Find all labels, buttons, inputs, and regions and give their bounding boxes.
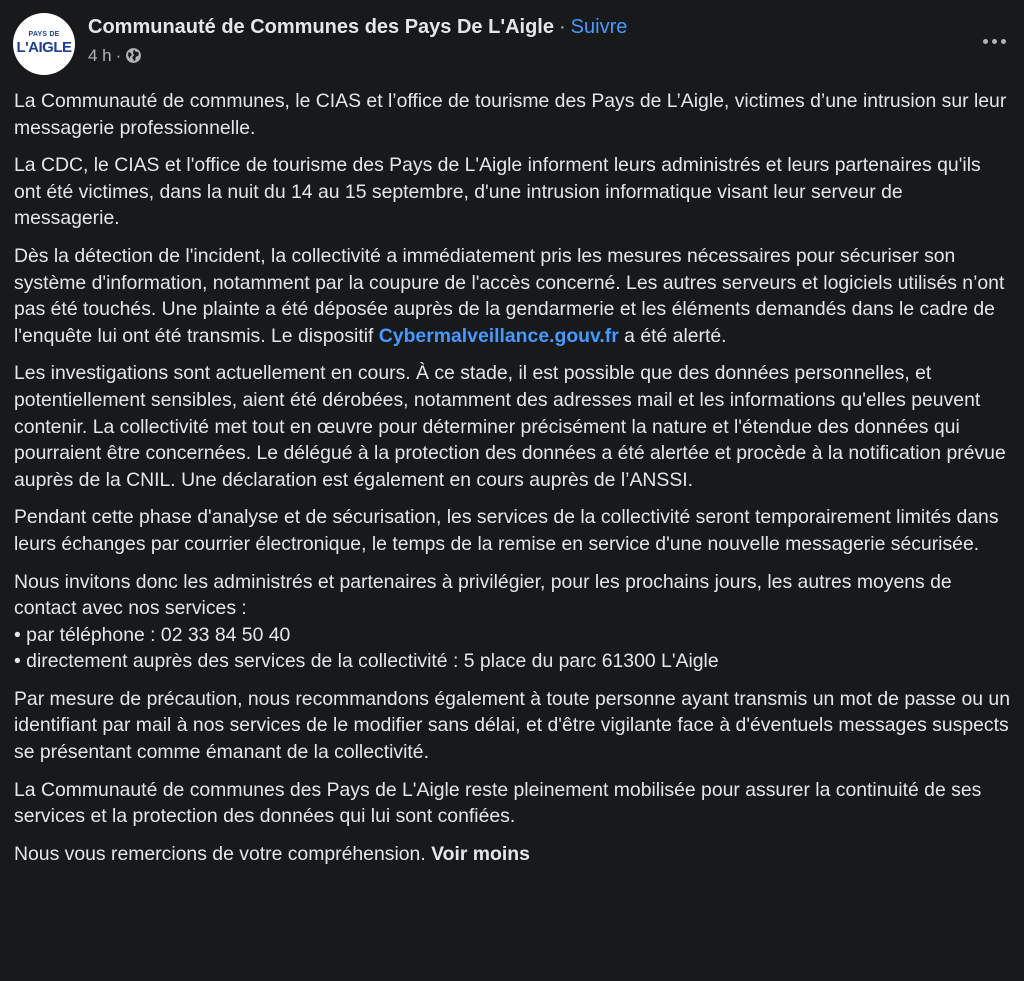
post-paragraph	[14, 569, 1010, 675]
post-paragraph	[14, 243, 1010, 349]
post-paragraph: Par mesure de précaution, nous recommandons également à toute personne ayant transmis un mot de passe ou un identifiant par mail à nos services de le modifier sans délai, et d'être vigilante face à d'éventuels messages suspects se présentant comme émanant de la collectivité.	[14, 687, 1010, 764]
post-meta	[88, 46, 142, 69]
see-less-button[interactable]: Voir moins	[431, 842, 530, 865]
more-options-icon[interactable]	[978, 27, 1010, 55]
post-text: Nous vous remercions de votre compréhension.	[14, 842, 426, 865]
post-text: Dès la détection de l'incident, la collectivité a immédiatement pris les mesures nécessaires pour sécuriser son système d'information, notamment par la coupure de l'accès concerné. Les autres serveurs et logiciels utilisés n’ont pas été touchés. Une plainte a été déposée auprès de la gendarmerie et les éléments demandés dans le cadre de l'enquête lui ont été transmis. Le dispositif	[14, 244, 1005, 347]
page-avatar[interactable]	[13, 13, 75, 75]
post-paragraph	[14, 841, 1010, 868]
post-text: Nous invitons donc les administrés et partenaires à privilégier, pour les prochains jours, les autres moyens de contact avec nos services :	[14, 570, 952, 620]
post-text: a été alerté.	[618, 324, 727, 347]
follow-button[interactable]: Suivre	[570, 16, 628, 38]
post-body	[14, 88, 1010, 878]
post-header	[13, 13, 1010, 77]
globe-icon[interactable]	[125, 47, 142, 69]
cybermalveillance-link[interactable]: Cybermalveillance.gouv.fr	[378, 324, 619, 347]
post-paragraph: La CDC, le CIAS et l'office de tourisme des Pays de L'Aigle informent leurs administrés et leurs partenaires qu'ils ont été victimes, dans la nuit du 14 au 15 septembre, d'une intrusion informatique visant leur serveur de messagerie.	[14, 154, 981, 230]
page-name-link[interactable]: Communauté de Communes des Pays De L'Aigle	[88, 16, 554, 38]
contact-bullet-phone: • par téléphone : 02 33 84 50 40	[14, 623, 291, 646]
post-timestamp[interactable]: 4 h	[88, 46, 112, 65]
post-paragraph: Pendant cette phase d'analyse et de sécurisation, les services de la collectivité seront temporairement limités dans leurs échanges par courrier électronique, le temps de la remise en service d'une nouvelle messagerie sécurisée.	[14, 506, 999, 555]
avatar-logo-small-text: PAYS DE	[28, 31, 60, 38]
contact-bullet-address: • directement auprès des services de la collectivité : 5 place du parc 61300 L'Aigle	[14, 650, 719, 673]
header-separator: ·	[558, 16, 566, 38]
meta-separator: ·	[115, 46, 122, 65]
post-header-line	[88, 16, 627, 39]
post-paragraph: Les investigations sont actuellement en cours. À ce stade, il est possible que des données personnelles, et potentiellement sensibles, aient été dérobées, notamment des adresses mail et les informations qu'elles peuvent contenir. La collectivité met tout en œuvre pour déterminer précisément la nature et l'étendue des données qui pourraient être concernées. Le délégué à la protection des données a été alertée et procède à la notification prévue auprès de la CNIL. Une déclaration est également en cours auprès de l’ANSSI.	[14, 362, 1006, 491]
post-paragraph: La Communauté de communes, le CIAS et l’office de tourisme des Pays de L’Aigle, victimes d’une intrusion sur leur messagerie professionnelle.	[14, 90, 1007, 139]
post-paragraph: La Communauté de communes des Pays de L'Aigle reste pleinement mobilisée pour assurer la continuité de ses services et la protection des données qui lui sont confiées.	[14, 778, 982, 828]
avatar-logo-main-text: L'AIGLE	[16, 39, 72, 56]
